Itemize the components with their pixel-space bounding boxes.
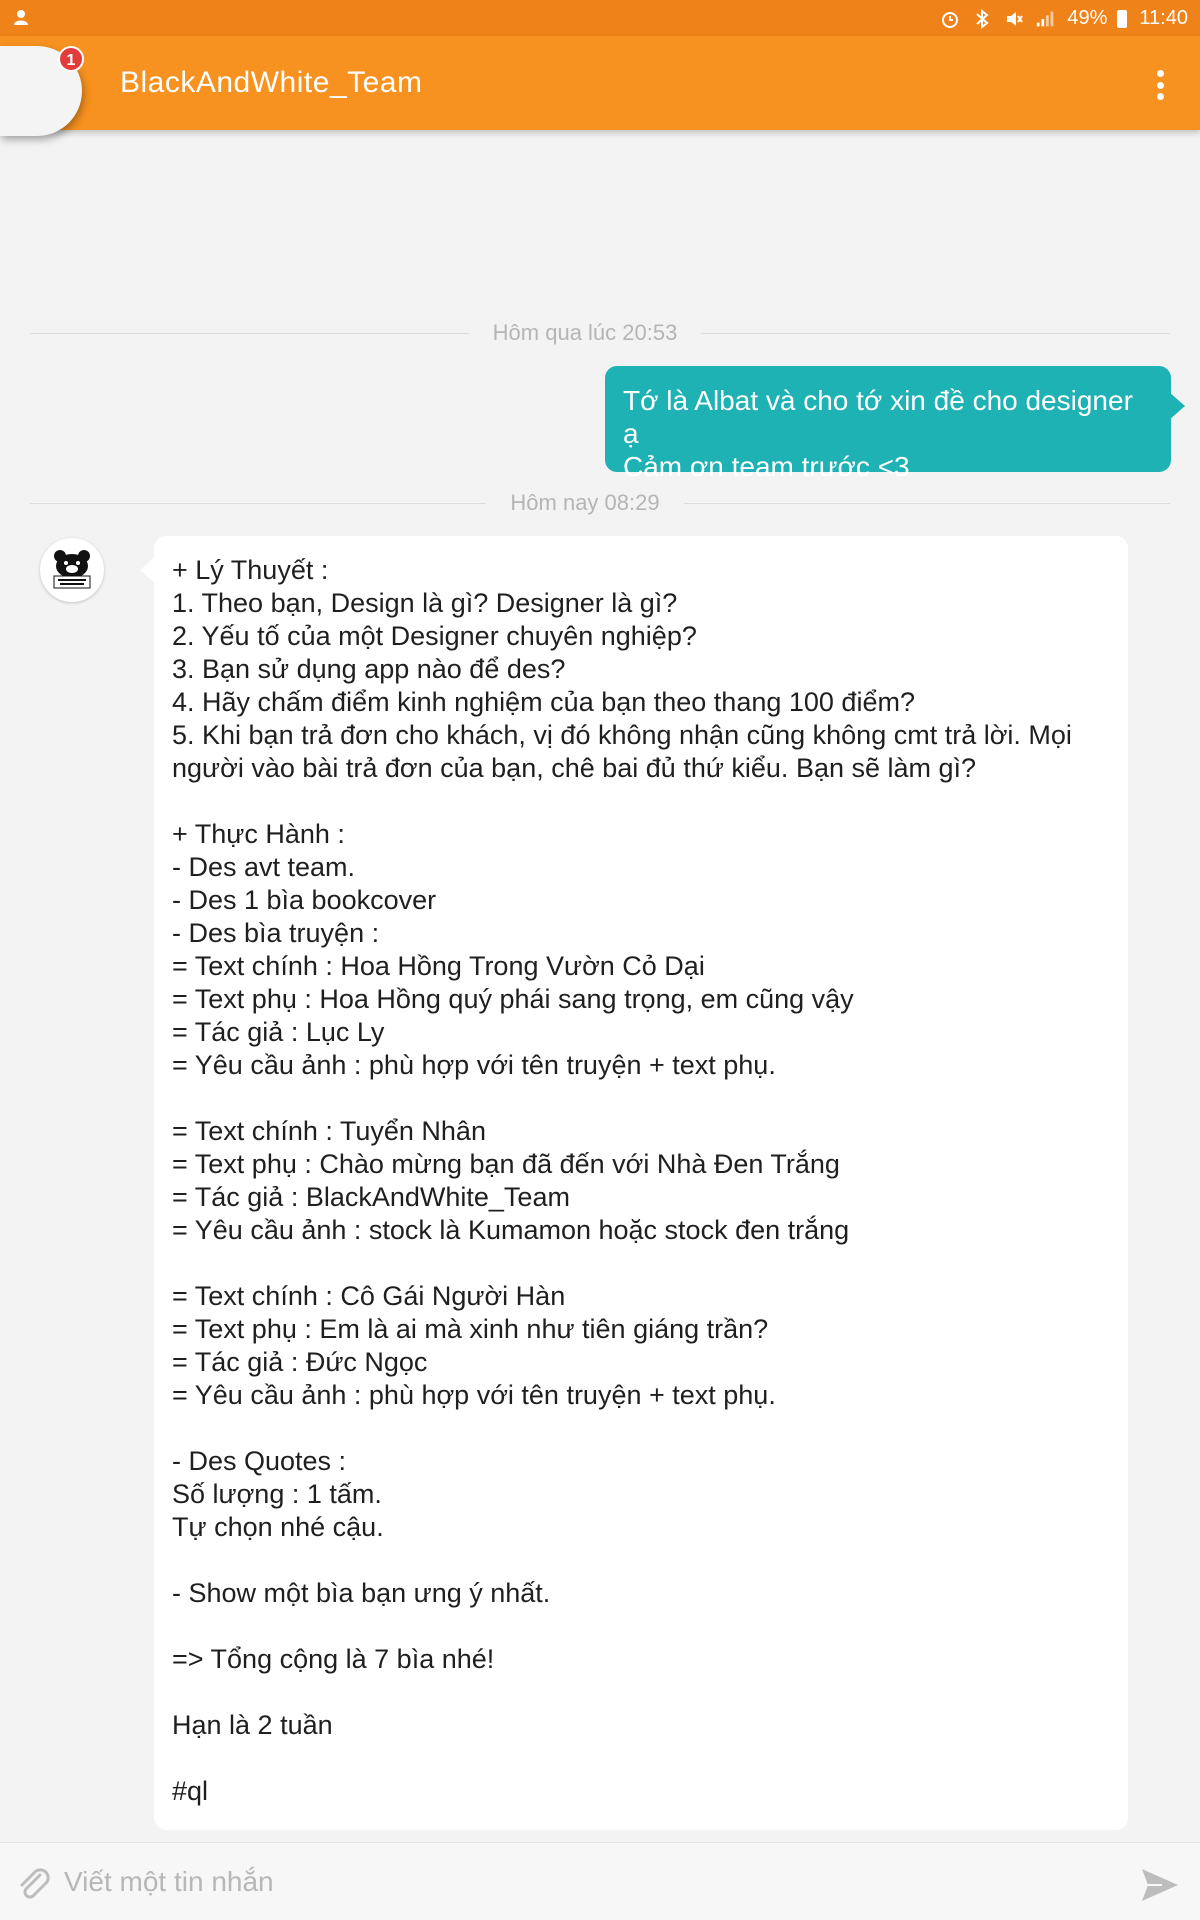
clock: 11:40 (1139, 7, 1188, 29)
message-line: = Text phụ : Em là ai mà xinh như tiên giáng trần? (172, 1314, 769, 1344)
mute-icon (1003, 8, 1025, 30)
timestamp-divider-yesterday: Hôm qua lúc 20:53 (0, 320, 1170, 346)
team-logo-icon (46, 544, 98, 596)
signal-icon (1035, 8, 1057, 30)
message-line: + Thực Hành : (172, 819, 345, 849)
battery-percent: 49% (1067, 7, 1108, 29)
compose-bar (0, 1842, 1200, 1920)
incoming-message-bubble[interactable] (154, 536, 1128, 1830)
message-line: - Des bìa truyện : (172, 918, 380, 948)
message-line: => Tổng cộng là 7 bìa nhé! (172, 1644, 495, 1674)
message-line: = Tác giả : BlackAndWhite_Team (172, 1182, 570, 1212)
send-icon[interactable] (1138, 1863, 1182, 1907)
alarm-icon (939, 8, 961, 30)
status-bar (0, 0, 1200, 36)
notification-badge[interactable]: 1 (58, 46, 84, 72)
message-line (172, 1742, 1110, 1775)
message-line: 5. Khi bạn trả đơn cho khách, vị đó không nhận cũng không cmt trả lời. Mọi (172, 720, 1072, 750)
more-vert-icon[interactable] (1156, 70, 1164, 100)
message-line (172, 1082, 1110, 1115)
attach-icon[interactable] (14, 1865, 54, 1905)
message-line: - Show một bìa bạn ưng ý nhất. (172, 1578, 551, 1608)
message-line: = Text chính : Cô Gái Người Hàn (172, 1281, 566, 1311)
message-line: người vào bài trả đơn của bạn, chê bai đủ thứ kiểu. Bạn sẽ làm gì? (172, 753, 977, 783)
message-line: = Yêu cầu ảnh : phù hợp với tên truyện + text phụ. (172, 1050, 776, 1080)
message-line: = Text chính : Tuyển Nhân (172, 1116, 486, 1146)
message-line: Cảm ơn team trước <3 (623, 451, 910, 482)
message-line: 4. Hãy chấm điểm kinh nghiệm của bạn theo thang 100 điểm? (172, 687, 915, 717)
message-line: 1. Theo bạn, Design là gì? Designer là gì? (172, 588, 678, 618)
message-line: = Tác giả : Lục Ly (172, 1017, 385, 1047)
message-line (172, 1544, 1110, 1577)
message-line (172, 1412, 1110, 1445)
message-line: = Text phụ : Chào mừng bạn đã đến với Nhà Đen Trắng (172, 1149, 840, 1179)
timestamp-divider-today: Hôm nay 08:29 (0, 490, 1170, 516)
message-line: Hạn là 2 tuần (172, 1710, 333, 1740)
message-line: = Text phụ : Hoa Hồng quý phái sang trọng, em cũng vậy (172, 984, 854, 1014)
conversation-title: BlackAndWhite_Team (120, 66, 423, 99)
message-line: Tự chọn nhé cậu. (172, 1512, 384, 1542)
message-line: + Lý Thuyết : (172, 555, 329, 585)
message-line: = Yêu cầu ảnh : stock là Kumamon hoặc stock đen trắng (172, 1215, 850, 1245)
outgoing-message-bubble[interactable] (605, 366, 1171, 482)
message-input[interactable] (64, 1861, 1064, 1903)
message-line: 2. Yếu tố của một Designer chuyên nghiệp? (172, 621, 697, 651)
message-line: Số lượng : 1 tấm. (172, 1479, 382, 1509)
message-line: = Text chính : Hoa Hồng Trong Vườn Cỏ Dại (172, 951, 705, 981)
message-line: = Tác giả : Đức Ngọc (172, 1347, 428, 1377)
bluetooth-icon (971, 8, 993, 30)
message-line (172, 1610, 1110, 1643)
message-line (172, 1676, 1110, 1709)
sender-avatar[interactable] (40, 538, 104, 602)
message-line (172, 785, 1110, 818)
message-line: Tớ là Albat và cho tớ xin đề cho designer ạ (623, 385, 1141, 449)
message-line: 3. Bạn sử dụng app nào để des? (172, 654, 566, 684)
battery-icon (1117, 10, 1127, 28)
message-line (172, 1247, 1110, 1280)
message-line: - Des Quotes : (172, 1446, 347, 1476)
message-line: #ql (172, 1776, 209, 1806)
user-icon (12, 8, 30, 32)
message-line: - Des 1 bìa bookcover (172, 885, 437, 915)
message-line: = Yêu cầu ảnh : phù hợp với tên truyện + text phụ. (172, 1380, 776, 1410)
message-line: - Des avt team. (172, 852, 356, 882)
